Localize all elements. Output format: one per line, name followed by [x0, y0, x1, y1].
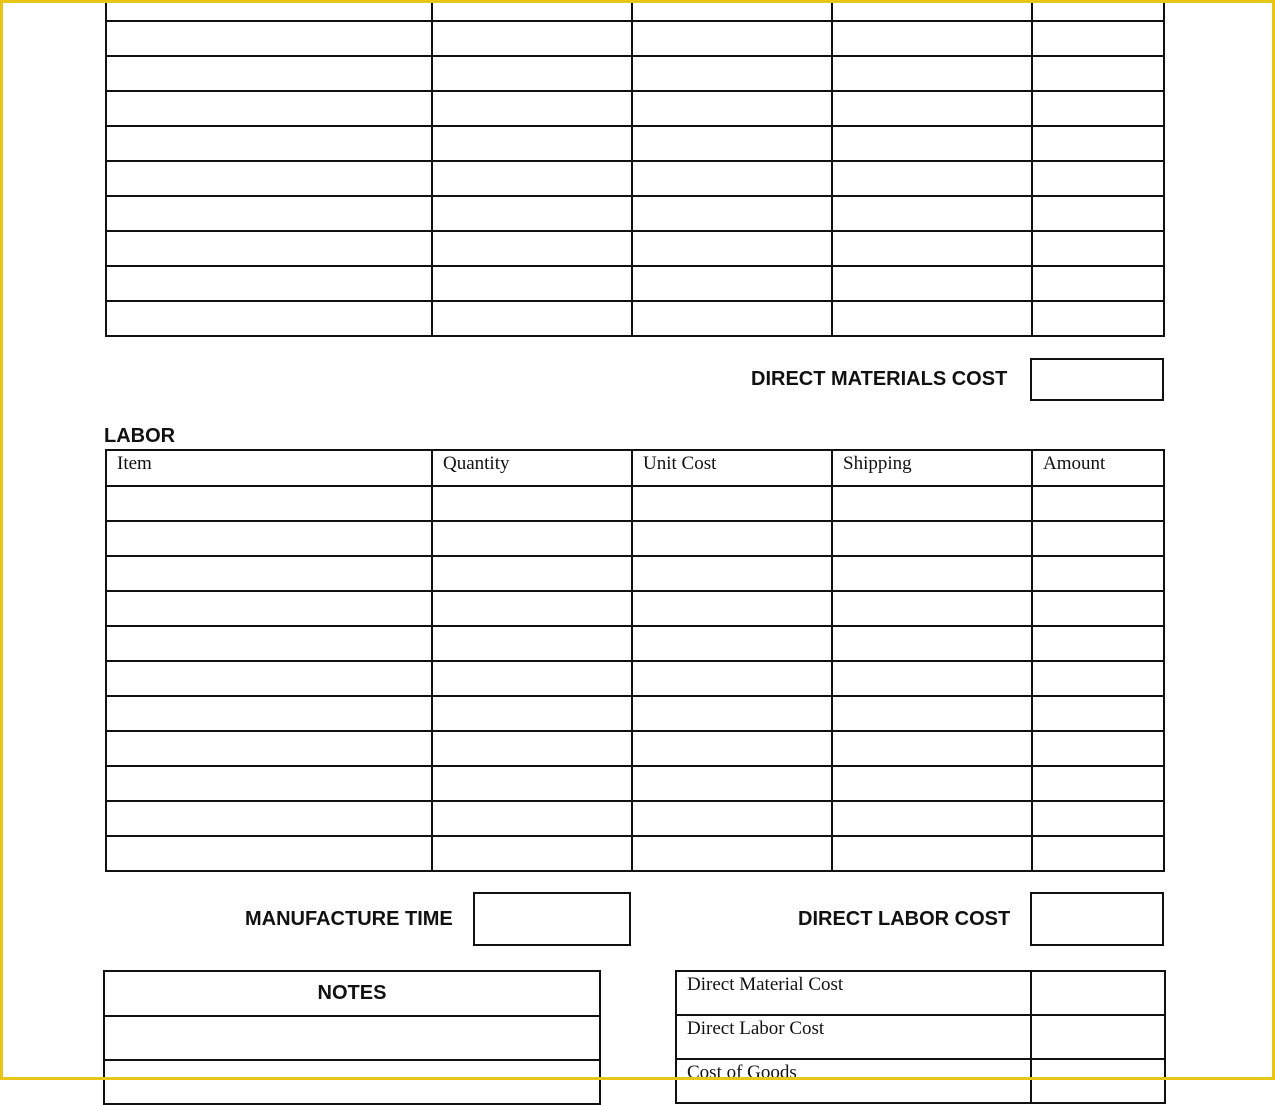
table-cell[interactable] [832, 231, 1032, 266]
direct-labor-cost-field[interactable] [1030, 892, 1164, 946]
column-header-unit-cost: Unit Cost [632, 450, 832, 486]
table-cell[interactable] [832, 196, 1032, 231]
manufacture-time-field[interactable] [473, 892, 631, 946]
column-header-quantity: Quantity [432, 450, 632, 486]
labor-table [105, 449, 1165, 872]
table-cell[interactable] [1032, 731, 1164, 766]
table-cell[interactable] [106, 731, 432, 766]
table-cell[interactable] [432, 696, 632, 731]
table-cell[interactable] [106, 21, 432, 56]
table-cell[interactable] [832, 161, 1032, 196]
table-cell[interactable] [1032, 21, 1164, 56]
table-row [106, 556, 1164, 591]
table-cell[interactable] [1032, 301, 1164, 336]
table-row [106, 486, 1164, 521]
table-cell[interactable] [832, 836, 1032, 871]
table-cell[interactable] [106, 91, 432, 126]
table-cell[interactable] [1032, 836, 1164, 871]
table-cell[interactable] [106, 0, 432, 21]
table-cell[interactable] [832, 0, 1032, 21]
table-cell[interactable] [632, 126, 832, 161]
table-cell[interactable] [1032, 696, 1164, 731]
notes-line[interactable] [104, 1060, 600, 1104]
table-cell[interactable] [1032, 626, 1164, 661]
table-cell[interactable] [106, 766, 432, 801]
labor-header-row [106, 450, 1164, 486]
table-row [106, 126, 1164, 161]
summary-value-cost-of-goods[interactable] [1031, 1059, 1165, 1103]
table-cell[interactable] [432, 21, 632, 56]
table-cell[interactable] [832, 266, 1032, 301]
table-cell[interactable] [632, 91, 832, 126]
table-cell[interactable] [432, 161, 632, 196]
column-header-shipping: Shipping [832, 450, 1032, 486]
column-header-item: Item [106, 450, 432, 486]
table-row [106, 301, 1164, 336]
table-cell[interactable] [432, 801, 632, 836]
table-row [106, 231, 1164, 266]
materials-table [105, 0, 1165, 337]
table-row [106, 696, 1164, 731]
table-cell[interactable] [632, 521, 832, 556]
table-cell[interactable] [632, 161, 832, 196]
summary-value-direct-labor-cost[interactable] [1031, 1015, 1165, 1059]
cost-summary-table [675, 970, 1166, 1104]
summary-label-cost-of-goods: Cost of Goods [676, 1059, 1031, 1103]
summary-label-direct-material-cost: Direct Material Cost [676, 971, 1031, 1015]
table-cell[interactable] [632, 266, 832, 301]
table-cell[interactable] [832, 696, 1032, 731]
table-row [106, 836, 1164, 871]
table-cell[interactable] [106, 801, 432, 836]
table-cell[interactable] [1032, 126, 1164, 161]
table-row [106, 91, 1164, 126]
direct-materials-cost-field[interactable] [1030, 358, 1164, 401]
table-cell[interactable] [832, 91, 1032, 126]
table-cell[interactable] [106, 266, 432, 301]
table-cell[interactable] [832, 126, 1032, 161]
summary-value-direct-material-cost[interactable] [1031, 971, 1165, 1015]
table-row [106, 0, 1164, 21]
table-row [106, 56, 1164, 91]
table-cell[interactable] [632, 301, 832, 336]
table-cell[interactable] [106, 196, 432, 231]
notes-line[interactable] [104, 1016, 600, 1060]
table-cell[interactable] [432, 0, 632, 21]
table-cell[interactable] [832, 521, 1032, 556]
table-row [106, 661, 1164, 696]
table-cell[interactable] [1032, 766, 1164, 801]
table-cell[interactable] [106, 161, 432, 196]
table-cell[interactable] [632, 0, 832, 21]
table-cell[interactable] [432, 731, 632, 766]
table-cell[interactable] [106, 521, 432, 556]
table-cell[interactable] [1032, 196, 1164, 231]
table-cell[interactable] [106, 696, 432, 731]
table-cell[interactable] [1032, 556, 1164, 591]
table-cell[interactable] [832, 801, 1032, 836]
table-cell[interactable] [832, 661, 1032, 696]
table-row [106, 196, 1164, 231]
table-cell[interactable] [432, 591, 632, 626]
table-cell[interactable] [432, 486, 632, 521]
table-row [106, 21, 1164, 56]
table-cell[interactable] [632, 486, 832, 521]
table-row [106, 591, 1164, 626]
table-cell[interactable] [432, 231, 632, 266]
table-row [106, 626, 1164, 661]
table-cell[interactable] [1032, 266, 1164, 301]
summary-label-direct-labor-cost: Direct Labor Cost [676, 1015, 1031, 1059]
table-cell[interactable] [632, 836, 832, 871]
table-cell[interactable] [432, 521, 632, 556]
direct-materials-cost-label: DIRECT MATERIALS COST [751, 368, 1008, 390]
table-cell[interactable] [832, 626, 1032, 661]
table-cell[interactable] [1032, 521, 1164, 556]
table-row [106, 731, 1164, 766]
column-header-amount: Amount [1032, 450, 1164, 486]
table-cell[interactable] [832, 591, 1032, 626]
table-cell[interactable] [106, 556, 432, 591]
table-cell[interactable] [106, 56, 432, 91]
table-cell[interactable] [432, 91, 632, 126]
table-cell[interactable] [632, 626, 832, 661]
labor-section-title: LABOR [104, 425, 176, 447]
table-cell[interactable] [632, 696, 832, 731]
table-cell[interactable] [106, 231, 432, 266]
table-cell[interactable] [1032, 56, 1164, 91]
table-cell[interactable] [832, 731, 1032, 766]
table-cell[interactable] [106, 836, 432, 871]
table-cell[interactable] [832, 556, 1032, 591]
table-row [106, 766, 1164, 801]
table-cell[interactable] [432, 836, 632, 871]
table-cell[interactable] [432, 56, 632, 91]
table-row [106, 161, 1164, 196]
table-cell[interactable] [1032, 0, 1164, 21]
table-cell[interactable] [106, 591, 432, 626]
table-cell[interactable] [106, 626, 432, 661]
table-cell[interactable] [632, 801, 832, 836]
table-row [106, 521, 1164, 556]
table-cell[interactable] [632, 731, 832, 766]
notes-table [103, 970, 601, 1105]
table-cell[interactable] [632, 766, 832, 801]
table-cell[interactable] [832, 766, 1032, 801]
table-cell[interactable] [832, 486, 1032, 521]
table-row [106, 801, 1164, 836]
manufacture-time-label: MANUFACTURE TIME [245, 908, 453, 930]
table-cell[interactable] [632, 591, 832, 626]
table-cell[interactable] [632, 661, 832, 696]
table-cell[interactable] [432, 266, 632, 301]
notes-title: NOTES [104, 971, 600, 1016]
table-cell[interactable] [1032, 231, 1164, 266]
table-cell[interactable] [432, 301, 632, 336]
table-cell[interactable] [432, 766, 632, 801]
table-cell[interactable] [432, 126, 632, 161]
table-cell[interactable] [106, 301, 432, 336]
table-cell[interactable] [1032, 591, 1164, 626]
table-cell[interactable] [832, 301, 1032, 336]
table-cell[interactable] [632, 21, 832, 56]
table-cell[interactable] [432, 196, 632, 231]
table-cell[interactable] [632, 556, 832, 591]
table-cell[interactable] [432, 626, 632, 661]
table-cell[interactable] [106, 126, 432, 161]
table-cell[interactable] [1032, 801, 1164, 836]
table-cell[interactable] [1032, 661, 1164, 696]
table-cell[interactable] [632, 231, 832, 266]
table-cell[interactable] [106, 661, 432, 696]
table-cell[interactable] [832, 21, 1032, 56]
table-cell[interactable] [632, 56, 832, 91]
table-cell[interactable] [632, 196, 832, 231]
table-row [106, 266, 1164, 301]
table-cell[interactable] [432, 661, 632, 696]
table-cell[interactable] [106, 486, 432, 521]
direct-labor-cost-label: DIRECT LABOR COST [798, 908, 1011, 930]
table-cell[interactable] [432, 556, 632, 591]
table-cell[interactable] [1032, 91, 1164, 126]
table-cell[interactable] [832, 56, 1032, 91]
table-cell[interactable] [1032, 161, 1164, 196]
table-cell[interactable] [1032, 486, 1164, 521]
